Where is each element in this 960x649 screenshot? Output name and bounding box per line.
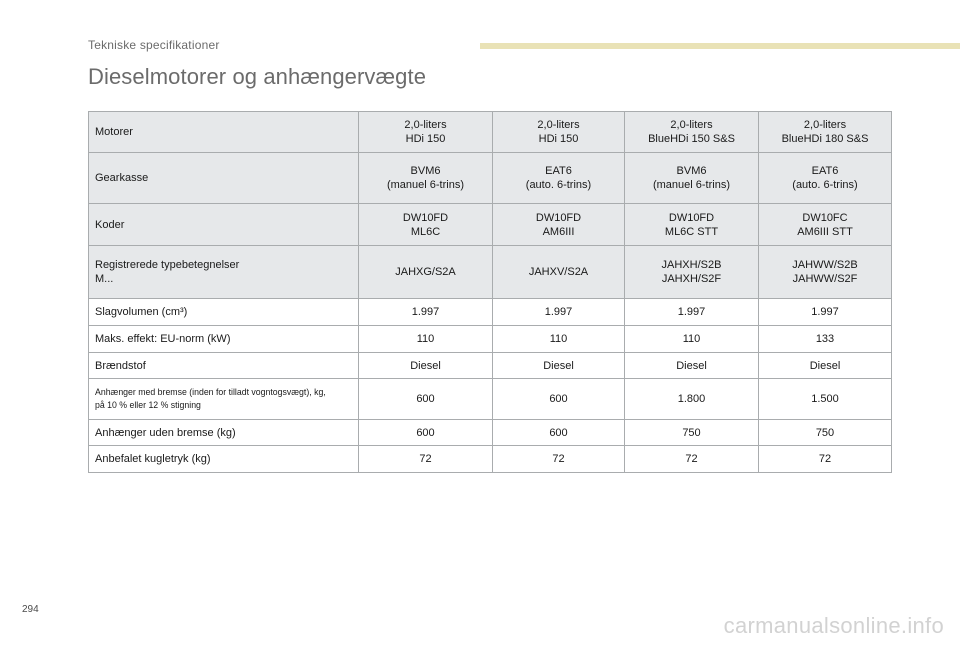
cell-value: 1.997: [811, 306, 839, 318]
row-label-text: Motorer: [95, 126, 133, 138]
row-label-text: Anhænger med bremse (inden for tilladt vogntogsvægt), kg, på 10 % eller 12 % stigning: [95, 387, 326, 411]
row-label: [89, 420, 359, 446]
table-row: [89, 353, 892, 379]
table-cell: [759, 379, 892, 420]
watermark: carmanualsonline.info: [723, 613, 944, 638]
row-label: [89, 153, 359, 204]
page-title: Dieselmotorer og anhængervægte: [88, 64, 427, 89]
cell-value: 72: [419, 453, 432, 465]
table-cell: [625, 112, 759, 153]
table-cell: [759, 353, 892, 379]
table-row: [89, 420, 892, 446]
table-cell: [625, 446, 759, 473]
cell-value: JAHXG/S2A: [395, 266, 456, 278]
table-cell: [493, 246, 625, 299]
table-row: [89, 379, 892, 420]
row-label: [89, 353, 359, 379]
cell-value: EAT6 (auto. 6-trins): [525, 165, 592, 191]
table-cell: [759, 246, 892, 299]
table-cell: [359, 112, 493, 153]
table-cell: [759, 299, 892, 326]
section-label: Tekniske specifikationer: [88, 38, 220, 52]
cell-value: 1.500: [811, 393, 839, 405]
cell-value: 750: [815, 426, 835, 439]
table-cell: [493, 379, 625, 420]
table-cell: [625, 153, 759, 204]
table-row: [89, 204, 892, 246]
table-cell: [493, 326, 625, 353]
cell-value: DW10FD ML6C STT: [664, 211, 719, 238]
cell-value: 600: [416, 426, 435, 439]
row-label-text: Anhænger uden bremse (kg): [95, 426, 236, 439]
table-row: [89, 246, 892, 299]
row-label-text: Slagvolumen (cm³): [95, 306, 188, 318]
table-cell: [625, 420, 759, 446]
cell-value: 1.997: [411, 306, 440, 318]
cell-value: Diesel: [410, 359, 441, 372]
table-cell: [359, 246, 493, 299]
cell-value: DW10FD AM6III: [535, 211, 582, 238]
table-cell: [625, 326, 759, 353]
cell-value: 2,0-liters BlueHDi 180 S&S: [781, 119, 869, 145]
cell-value: DW10FD ML6C: [402, 211, 449, 238]
cell-value: 110: [549, 333, 568, 345]
table-cell: [493, 153, 625, 204]
accent-bar: [480, 43, 960, 49]
cell-value: 133: [815, 333, 835, 345]
row-label: [89, 379, 359, 420]
row-label-text: Maks. effekt: EU-norm (kW): [95, 333, 231, 345]
cell-value: 72: [552, 453, 565, 465]
cell-value: 2,0-liters BlueHDi 150 S&S: [648, 119, 735, 145]
cell-value: BVM6 (manuel 6-trins): [386, 165, 465, 191]
page-number: 294: [22, 604, 39, 615]
cell-value: DW10FC AM6III STT: [797, 211, 853, 238]
table-cell: [625, 246, 759, 299]
table-cell: [625, 379, 759, 420]
row-label-text: Registrerede typebetegnelser M...: [95, 259, 240, 285]
table-cell: [359, 153, 493, 204]
table-cell: [759, 112, 892, 153]
table-cell: [625, 353, 759, 379]
table-cell: [759, 204, 892, 246]
table-row: [89, 446, 892, 473]
table-cell: [759, 326, 892, 353]
cell-value: 600: [549, 426, 568, 439]
row-label: [89, 326, 359, 353]
table-cell: [493, 353, 625, 379]
cell-value: 1.997: [544, 306, 573, 318]
table-cell: [759, 153, 892, 204]
cell-value: 600: [549, 393, 568, 405]
cell-value: 2,0-liters HDi 150: [537, 119, 580, 145]
table-cell: [359, 379, 493, 420]
table-cell: [493, 112, 625, 153]
cell-value: Diesel: [676, 359, 707, 372]
table-row: [89, 299, 892, 326]
row-label: [89, 246, 359, 299]
cell-value: Diesel: [809, 359, 841, 372]
table-cell: [759, 420, 892, 446]
row-label: [89, 299, 359, 326]
cell-value: 72: [685, 453, 698, 465]
table-cell: [359, 299, 493, 326]
row-label-text: Anbefalet kugletryk (kg): [95, 453, 211, 465]
row-label-text: Brændstof: [95, 359, 146, 372]
cell-value: 600: [416, 393, 435, 405]
row-label-text: Koder: [95, 218, 125, 231]
cell-value: 1.800: [677, 393, 706, 405]
cell-value: 750: [682, 426, 701, 439]
table-cell: [359, 420, 493, 446]
cell-value: JAHWW/S2B JAHWW/S2F: [792, 259, 858, 285]
row-label: [89, 112, 359, 153]
cell-value: 1.997: [677, 306, 706, 318]
table-cell: [493, 299, 625, 326]
table-cell: [625, 204, 759, 246]
cell-value: JAHXH/S2B JAHXH/S2F: [661, 259, 722, 285]
cell-value: BVM6 (manuel 6-trins): [652, 165, 731, 191]
table-cell: [759, 446, 892, 473]
row-label-text: Gearkasse: [95, 172, 149, 184]
spec-table: [88, 111, 892, 473]
table-cell: [359, 353, 493, 379]
cell-value: 2,0-liters HDi 150: [404, 119, 447, 145]
cell-value: JAHXV/S2A: [528, 266, 589, 278]
cell-value: 110: [682, 333, 701, 345]
table-cell: [493, 204, 625, 246]
table-cell: [493, 420, 625, 446]
table-cell: [359, 326, 493, 353]
table-row: [89, 153, 892, 204]
row-label: [89, 204, 359, 246]
table-cell: [359, 204, 493, 246]
cell-value: 72: [818, 453, 832, 465]
table-row: [89, 326, 892, 353]
table-cell: [359, 446, 493, 473]
cell-value: Diesel: [543, 359, 574, 372]
table-row: [89, 112, 892, 153]
cell-value: 110: [416, 333, 435, 345]
table-cell: [493, 446, 625, 473]
row-label: [89, 446, 359, 473]
table-cell: [625, 299, 759, 326]
cell-value: EAT6 (auto. 6-trins): [792, 165, 858, 191]
